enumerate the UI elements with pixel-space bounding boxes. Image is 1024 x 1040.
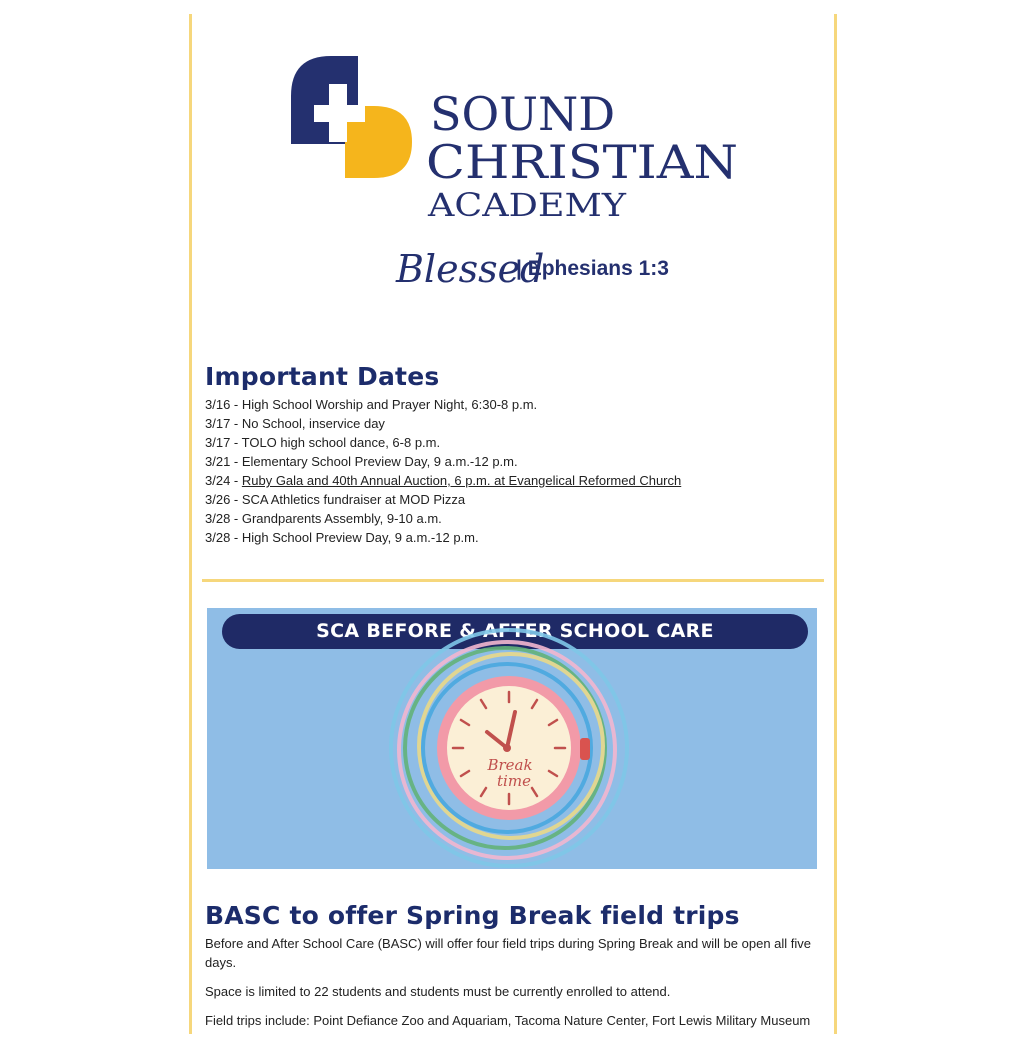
newsletter-frame (189, 14, 837, 1034)
date-item: 3/24 - Ruby Gala and 40th Annual Auction, 6 p.m. at Evangelical Reformed Church (205, 473, 682, 488)
basc-title: BASC to offer Spring Break field trips (205, 901, 740, 930)
logo-script-word: Blessed (396, 247, 545, 291)
date-item: 3/17 - TOLO high school dance, 6-8 p.m. (205, 435, 441, 450)
cross-emblem-icon (291, 56, 412, 178)
basc-paragraph-1: Before and After School Care (BASC) will offer four field trips during Spring Break and will be open all five days. (205, 936, 812, 970)
logo-line-3: ACADEMY (426, 186, 627, 224)
school-logo (288, 54, 748, 304)
basc-section (205, 901, 825, 1040)
break-time-clock-icon (207, 608, 817, 869)
section-divider (202, 579, 824, 582)
date-item: 3/16 - High School Worship and Prayer Night, 6:30-8 p.m. (205, 397, 538, 412)
date-item: 3/28 - High School Preview Day, 9 a.m.-12 p.m. (205, 530, 479, 545)
basc-paragraph-3: Field trips include: Point Defiance Zoo and Aquariam, Tacoma Nature Center, Fort Lewis Military Museum (205, 1013, 811, 1028)
date-item: 3/28 - Grandparents Assembly, 9-10 a.m. (205, 511, 442, 526)
logo-line-2: CHRISTIAN (426, 135, 738, 189)
date-item: 3/26 - SCA Athletics fundraiser at MOD Pizza (205, 492, 466, 507)
ruby-gala-link[interactable]: Ruby Gala and 40th Annual Auction, 6 p.m. at Evangelical Reformed Church (241, 473, 682, 488)
important-dates-title: Important Dates (205, 362, 440, 391)
banner-title: SCA BEFORE & AFTER SCHOOL CARE (222, 614, 808, 649)
important-dates-section (205, 362, 825, 547)
important-dates-list (205, 395, 825, 547)
date-item: 3/17 - No School, inservice day (205, 416, 385, 431)
basc-paragraph-2: Space is limited to 22 students and students must be currently enrolled to attend. (205, 984, 671, 999)
logo-line-1: SOUND (430, 87, 616, 141)
date-item: 3/21 - Elementary School Preview Day, 9 a.m.-12 p.m. (205, 454, 518, 469)
school-logo-header (192, 14, 834, 334)
basc-banner-image (207, 608, 817, 869)
clock-text-break: Break (487, 756, 533, 774)
logo-verse: | Ephesians 1:3 (516, 257, 669, 280)
clock-text-time: time (497, 772, 531, 790)
